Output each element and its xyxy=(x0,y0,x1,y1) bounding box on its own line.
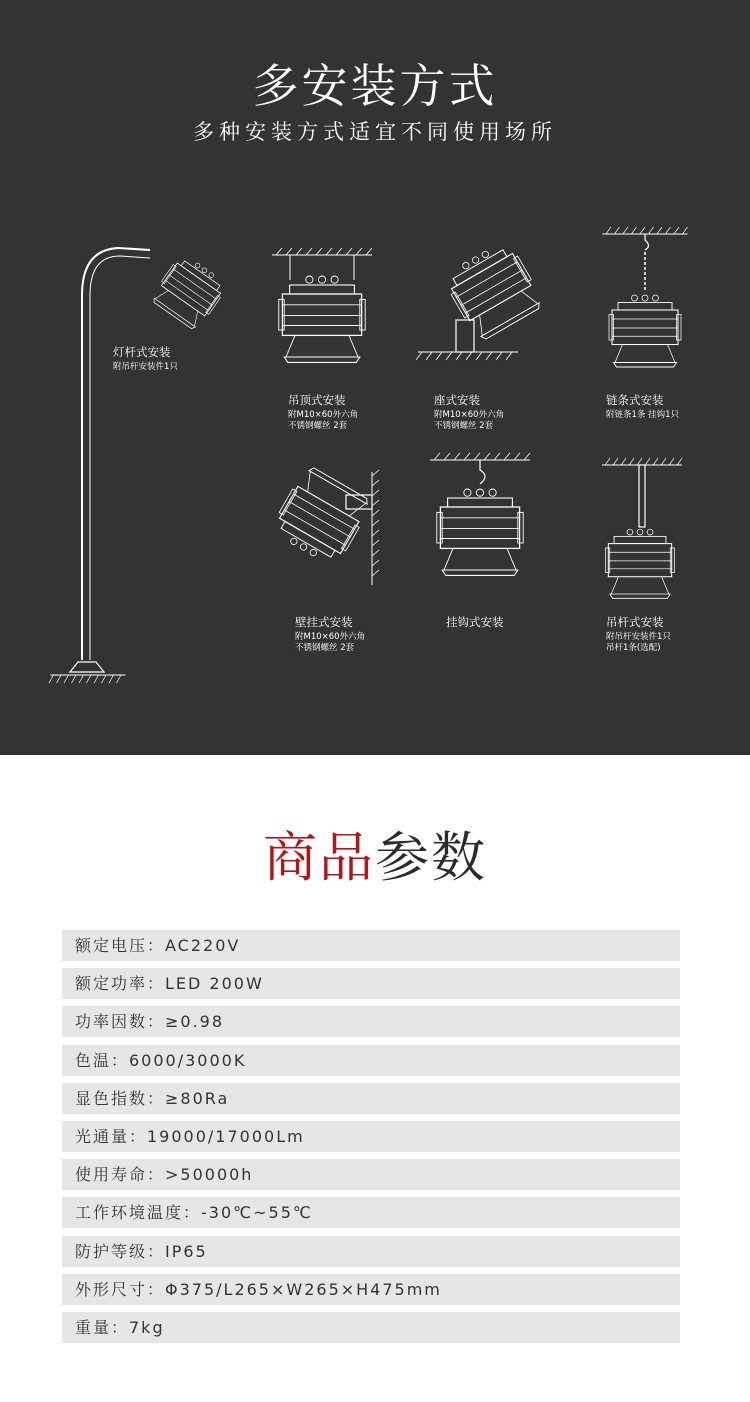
caption-pole: 灯杆式安装 附吊杆安装件1只 xyxy=(113,345,178,372)
pole-diagram xyxy=(49,248,229,683)
caption-rod: 吊杆式安装 附吊杆安装件1只 吊杆1条(选配) xyxy=(606,615,671,653)
caption-ceiling: 吊顶式安装 附M10×60外六角 不锈钢螺丝 2套 xyxy=(288,393,359,431)
rod-diagram xyxy=(602,458,682,598)
spec-power-factor: 功率因数：≥0.98 xyxy=(62,1006,680,1037)
caption-wall: 壁挂式安装 附M10×60外六角 不锈钢螺丝 2套 xyxy=(295,615,366,653)
spec-power: 额定功率：LED 200W xyxy=(62,968,680,999)
params-title-dark: 参数 xyxy=(375,826,487,889)
spec-voltage: 额定电压：AC220V xyxy=(62,930,680,961)
ceiling-diagram xyxy=(272,248,372,362)
chain-diagram xyxy=(603,227,688,367)
install-subtitle: 多种安装方式适宜不同使用场所 xyxy=(193,120,557,144)
spec-luminous-flux: 光通量：19000/17000Lm xyxy=(62,1121,680,1152)
params-title xyxy=(0,815,750,892)
spec-cri: 显色指数：≥80Ra xyxy=(62,1083,680,1114)
caption-hook: 挂钩式安装 xyxy=(446,615,504,629)
params-title-red: 商品 xyxy=(263,826,375,889)
spec-list xyxy=(62,930,680,1350)
spec-ip-rating: 防护等级：IP65 xyxy=(62,1236,680,1267)
spec-operating-temp: 工作环境温度：-30℃~55℃ xyxy=(62,1197,680,1228)
install-title: 多安装方式 xyxy=(252,59,498,113)
caption-seat: 座式安装 附M10×60外六角 不锈钢螺丝 2套 xyxy=(434,393,505,431)
spec-dimensions: 外形尺寸：Φ375/L265×W265×H475mm xyxy=(62,1274,680,1305)
hook-diagram xyxy=(430,453,530,575)
spec-weight: 重量：7kg xyxy=(62,1312,680,1343)
caption-chain: 链条式安装 附链条1条 挂钩1只 xyxy=(606,393,680,420)
seat-diagram xyxy=(416,238,546,360)
spec-lifespan: 使用寿命：>50000h xyxy=(62,1159,680,1190)
wall-diagram xyxy=(269,464,379,585)
spec-color-temp: 色温：6000/3000K xyxy=(62,1045,680,1076)
